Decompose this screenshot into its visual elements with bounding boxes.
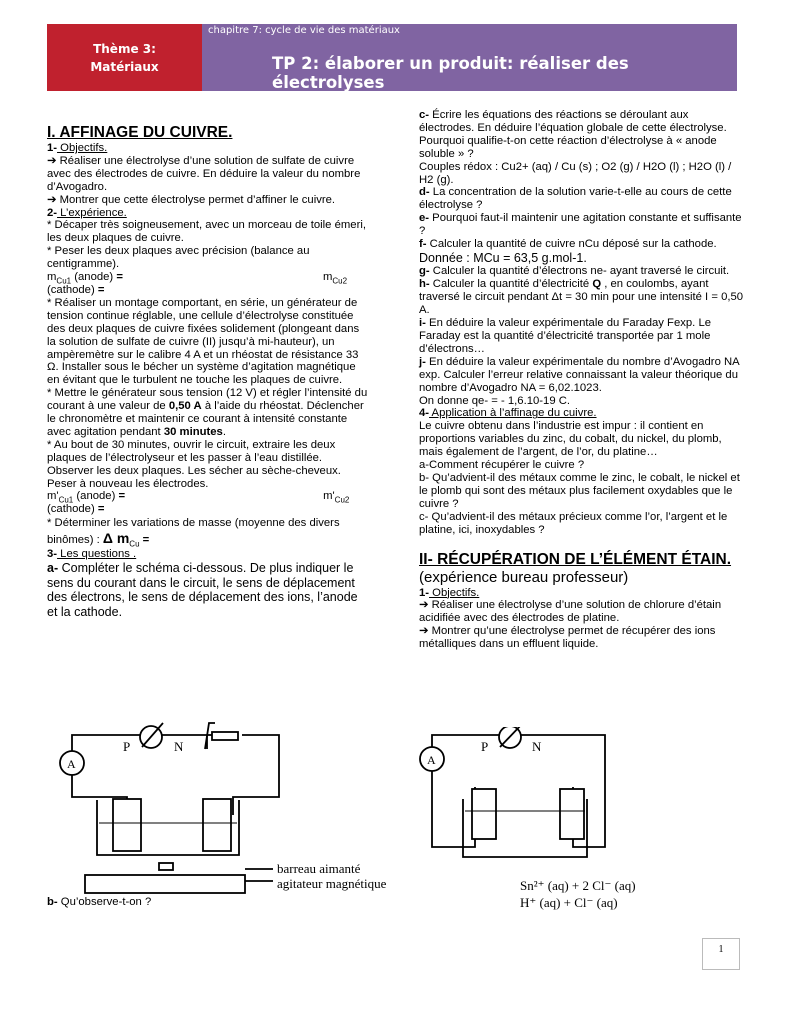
app-num: 4-	[419, 407, 430, 420]
redox-couples: Couples rédox : Cu2+ (aq) / Cu (s) ; O2 (g) / H2O (l) ; H2O (l) / H2 (g).	[419, 160, 732, 186]
step-6: * Déterminer les variations de masse (moyenne des divers binômes) : Δ $m_{Cu}$ =	[47, 517, 340, 549]
theme-line2: Matériaux	[90, 60, 159, 74]
equation-2: H⁺ (aq) + Cl⁻ (aq)	[520, 895, 618, 910]
stirrer-label: agitateur magnétique	[277, 876, 387, 891]
question-c: c- Écrire les équations des réactions se déroulant aux électrodes. En déduire l’équation globale de cette électrolyse. Pourquoi qualifie-t-on cette réaction d’électrolyse à « anode soluble » ?	[419, 109, 727, 160]
q-num: 3-	[47, 548, 58, 561]
exp-label: L’expérience.	[57, 206, 127, 219]
objective-2-2: ➔ Montrer qu’une électrolyse permet de récupérer des ions métalliques dans un effluent liquide.	[419, 625, 716, 651]
section-2-heading: II- RÉCUPÉRATION DE L’ÉLÉMENT ÉTAIN.	[419, 550, 732, 568]
mass-line-1: $m_{Cu1}$ (anode) = $m_{Cu2}$	[47, 271, 348, 286]
application-b: b- Qu’advient-il des métaux comme le zinc, le cobalt, le nickel et le plomb qui sont des métaux plus facilement oxydables que le cuivre ?	[419, 471, 740, 510]
cathode-line-1: (cathode) =	[47, 283, 105, 296]
pole-p-2: P	[481, 739, 489, 754]
electrolysis-diagram-2	[410, 727, 660, 917]
left-column	[47, 124, 369, 619]
objective-2: ➔ Montrer que cette électrolyse permet d’affiner le cuivre.	[47, 193, 336, 206]
question-f: f- Calculer la quantité de cuivre nCu déposé sur la cathode.	[419, 238, 717, 251]
electrolysis-diagram-1	[47, 715, 407, 900]
question-i: i- En déduire la valeur expérimentale du Faraday Fexp. Le Faraday est la quantité d’électricité transportée par 1 mole d’électrons…	[419, 317, 712, 355]
step-1: * Décaper très soigneusement, avec un morceau de toile émeri, les deux plaques de cuivre.	[47, 219, 366, 245]
theme-line1: Thème 3:	[93, 42, 156, 56]
mass-line-2: $m'_{Cu1}$ (anode) = $m'_{Cu2}$	[47, 490, 350, 505]
pole-p: P	[123, 739, 131, 754]
application-c: c- Qu’advient-il des métaux précieux comme l’or, l’argent et le platine, ici, inoxydables ?	[419, 510, 728, 536]
title-box	[202, 24, 737, 91]
question-d: d- La concentration de la solution varie-t-elle au cours de cette électrolyse ?	[419, 186, 732, 212]
ammeter-label: A	[67, 757, 76, 771]
obj-label: Objectifs.	[57, 142, 108, 154]
donnee: Donnée : MCu = 63,5 g.mol-1.	[419, 250, 587, 265]
page-number: 1	[702, 938, 740, 970]
chapter-label: chapitre 7: cycle de vie des matériaux	[208, 25, 400, 36]
pole-n-2: N	[532, 739, 542, 754]
question-j: j- En déduire la valeur expérimentale du nombre d’Avogadro NA exp. Calculer l’erreur relative connaissant la valeur théorique du nombre d’Avogadro NA = 6,02.1023.	[419, 355, 740, 394]
page-title: TP 2: élaborer un produit: réaliser des électrolyses	[272, 54, 629, 92]
section-1-heading: I. AFFINAGE DU CUIVRE.	[47, 124, 233, 141]
exp-num: 2-	[47, 206, 58, 219]
obj-num: 1-	[47, 142, 58, 154]
question-b: b- Qu’observe-t-on ?	[47, 896, 152, 908]
ammeter-label-2: A	[427, 753, 436, 767]
pole-n: N	[174, 739, 184, 754]
application-text: Le cuivre obtenu dans l’industrie est impur : il contient en proportions variables du zinc, du cobalt, du nickel, du plomb, mais également de l’argent, de l’or, du platine…	[419, 420, 722, 459]
cathode-line-2: (cathode) =	[47, 503, 105, 516]
right-column	[419, 109, 744, 651]
question-g: g- Calculer la quantité d’électrons ne- ayant traversé le circuit.	[419, 265, 730, 278]
section-2-subtitle: (expérience bureau professeur)	[419, 568, 629, 586]
app-label: Application à l’affinage du cuivre.	[429, 407, 597, 420]
bar-label: barreau aimanté	[277, 861, 361, 876]
step-2: * Peser les deux plaques avec précision (balance au centigramme).	[47, 245, 310, 271]
step-4: * Mettre le générateur sous tension (12 V) et régler l’intensité du courant à une valeur de 0,50 A à l’aide du rhéostat. Déclencher le chronomètre et maintenir ce courant à intensité constante avec agitation pendant 30 minutes.	[47, 387, 368, 438]
question-a: a- Compléter le schéma ci-dessous. De plus indiquer le sens du courant dans le circuit, le sens de déplacement des électrons, le sens de déplacement des ions, l’anode et la cathode.	[47, 561, 358, 619]
obj2-label: Objectifs.	[429, 586, 480, 599]
objective-1: ➔ Réaliser une électrolyse d’une solution de sulfate de cuivre avec des électrodes de cuivre. En déduire la valeur du nombre d’Avogadro.	[47, 154, 361, 193]
theme-box	[47, 24, 202, 91]
question-e: e- Pourquoi faut-il maintenir une agitation constante et suffisante ?	[419, 212, 742, 238]
question-h: h- Calculer la quantité d’électricité Q , en coulombs, ayant traversé le circuit pendant Δt = 30 min pour une intensité I = 0,50 A.	[419, 278, 744, 317]
application-a: a-Comment récupérer le cuivre ?	[419, 459, 585, 472]
q-label: Les questions .	[57, 548, 137, 561]
step-5: * Au bout de 30 minutes, ouvrir le circuit, extraire les deux plaques de l’électrolyseur et les passer à l’eau distillée. Observer les deux plaques. Les sécher au sèche-cheveux. Peser à nouveau les électrodes.	[47, 438, 341, 490]
step-3: * Réaliser un montage comportant, en série, un générateur de tension continue réglable, une cellule d’électrolyse constituée des deux plaques de cuivre fixées solidement (plongeant dans la solution de sulfate de cuivre (II) jusqu’à mi-hauteur), un ampèremètre sur le calibre 4 A et un rhéostat de résistance 33 Ω. Installer sous le bécher un système d’agitation magnétique en évitant que le turbulent ne touche les plaques de cuivre.	[47, 296, 360, 387]
equation-1: Sn²⁺ (aq) + 2 Cl⁻ (aq)	[520, 878, 636, 893]
obj2-num: 1-	[419, 586, 430, 599]
objective-2-1: ➔ Réaliser une électrolyse d’une solution de chlorure d’étain acidifiée avec des électrodes de platine.	[419, 599, 722, 625]
on-donne: On donne qe- = - 1,6.10-19 C.	[419, 394, 571, 407]
